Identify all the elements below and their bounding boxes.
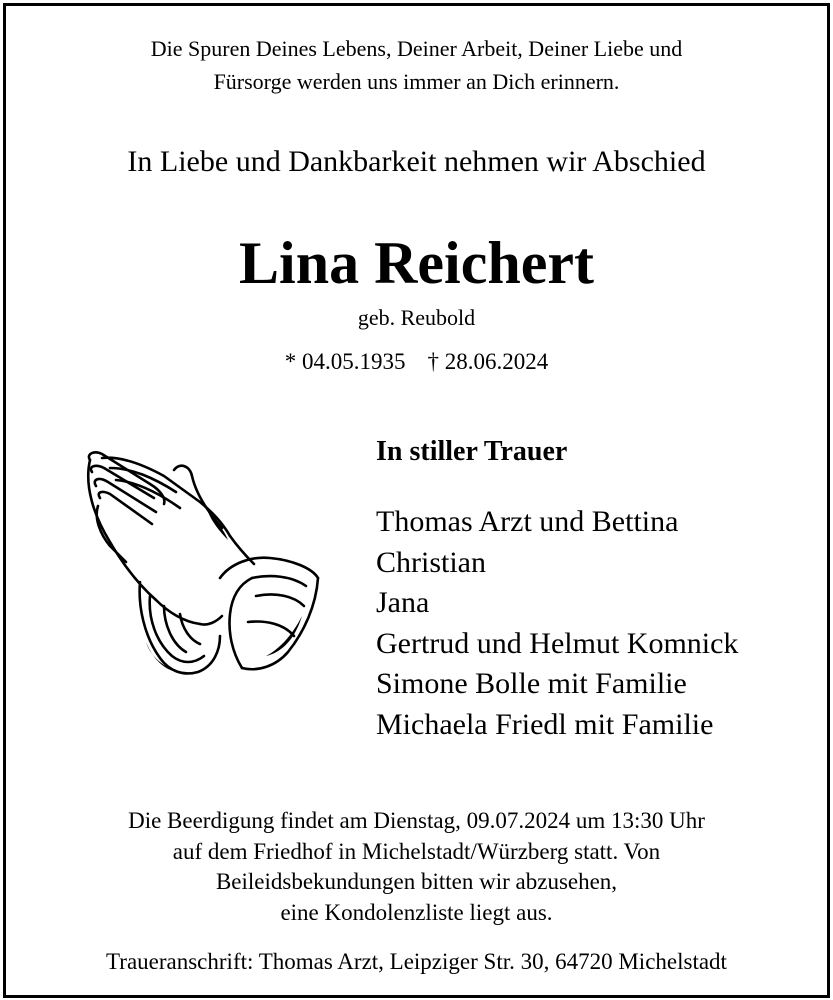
funeral-line: eine Kondolenzliste liegt aus. [280,899,553,925]
intro-quote [6,32,827,98]
mourner-name: Thomas Arzt und Bettina [376,505,679,538]
praying-hands-icon [80,446,324,680]
mourners-list [376,502,738,745]
life-dates [6,346,827,378]
obituary-notice [3,3,830,998]
mourner-name: Simone Bolle mit Familie [376,667,687,700]
intro-line: Fürsorge werden uns immer an Dich erinnern. [213,69,620,94]
farewell-line: In Liebe und Dankbarkeit nehmen wir Abschied [127,145,706,178]
death-date: † 28.06.2024 [427,349,549,374]
funeral-details [6,806,827,928]
mourner-name: Christian [376,545,486,579]
deceased-name: Lina Reichert [239,230,594,296]
mourners-heading: In stiller Trauer [376,436,568,467]
intro-line: Die Spuren Deines Lebens, Deiner Arbeit, Deiner Liebe und [150,36,683,61]
mourner-name: Gertrud und Helmut Komnick [376,626,739,660]
mourner-name: Michaela Friedl mit Familie [376,707,714,741]
funeral-line: Die Beerdigung findet am Dienstag, 09.07.2024 um 13:30 Uhr [128,808,705,833]
mourner-name: Jana [376,586,430,619]
mourning-address: Traueranschrift: Thomas Arzt, Leipziger Str. 30, 64720 Michelstadt [106,949,727,974]
funeral-line: auf dem Friedhof in Michelstadt/Würzberg statt. Von [172,838,661,864]
funeral-line: Beileidsbekundungen bitten wir abzusehen, [215,869,618,894]
birth-name: geb. Reubold [357,305,476,330]
birth-date: * 04.05.1935 [284,349,406,374]
